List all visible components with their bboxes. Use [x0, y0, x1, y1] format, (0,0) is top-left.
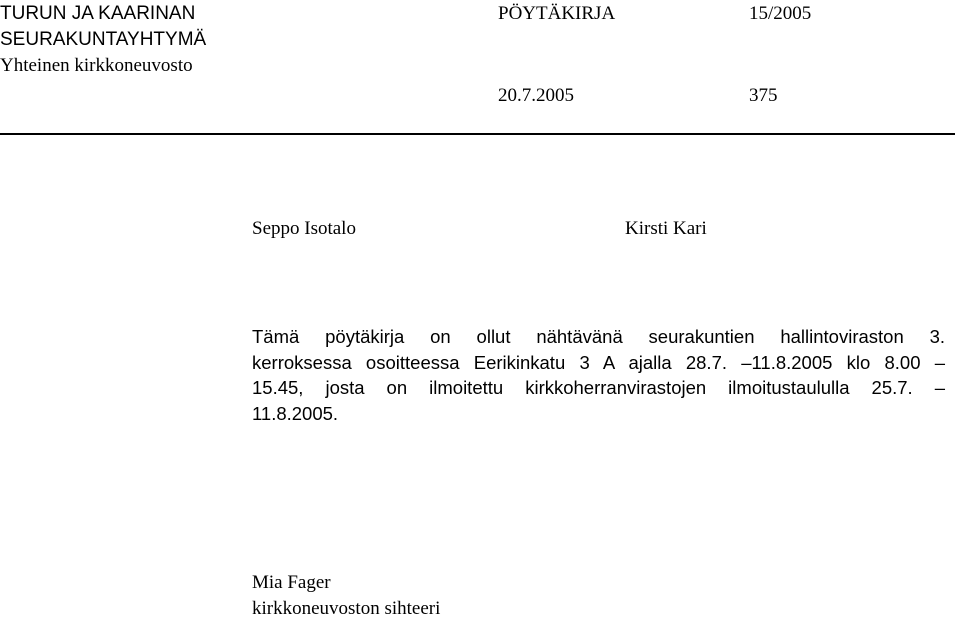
attester-name: Mia Fager — [252, 572, 331, 593]
notice-line: Tämä pöytäkirja on ollut nähtävänä seurakuntien hallintoviraston 3. — [252, 326, 945, 347]
organization-body: Yhteinen kirkkoneuvosto — [0, 55, 193, 76]
attester-title: kirkkoneuvoston sihteeri — [252, 598, 441, 619]
notice-paragraph — [252, 324, 945, 426]
meeting-date: 20.7.2005 — [498, 85, 574, 106]
signer-name-2: Kirsti Kari — [625, 218, 707, 239]
notice-line: kerroksessa osoitteessa Eerikinkatu 3 A ajalla 28.7. –11.8.2005 klo 8.00 – — [252, 351, 945, 373]
notice-line: 15.45, josta on ilmoitettu kirkkoherranvirastojen ilmoitustaululla 25.7. – — [252, 377, 945, 398]
organization-name-line2: SEURAKUNTAYHTYMÄ — [0, 29, 207, 50]
signer-name-1: Seppo Isotalo — [252, 218, 356, 239]
document-number: 15/2005 — [749, 3, 812, 24]
header-divider — [0, 133, 955, 135]
notice-line: 11.8.2005. — [252, 402, 339, 424]
page-number: 375 — [749, 85, 778, 106]
organization-name-line1: TURUN JA KAARINAN — [0, 3, 196, 24]
document-type: PÖYTÄKIRJA — [498, 3, 616, 24]
